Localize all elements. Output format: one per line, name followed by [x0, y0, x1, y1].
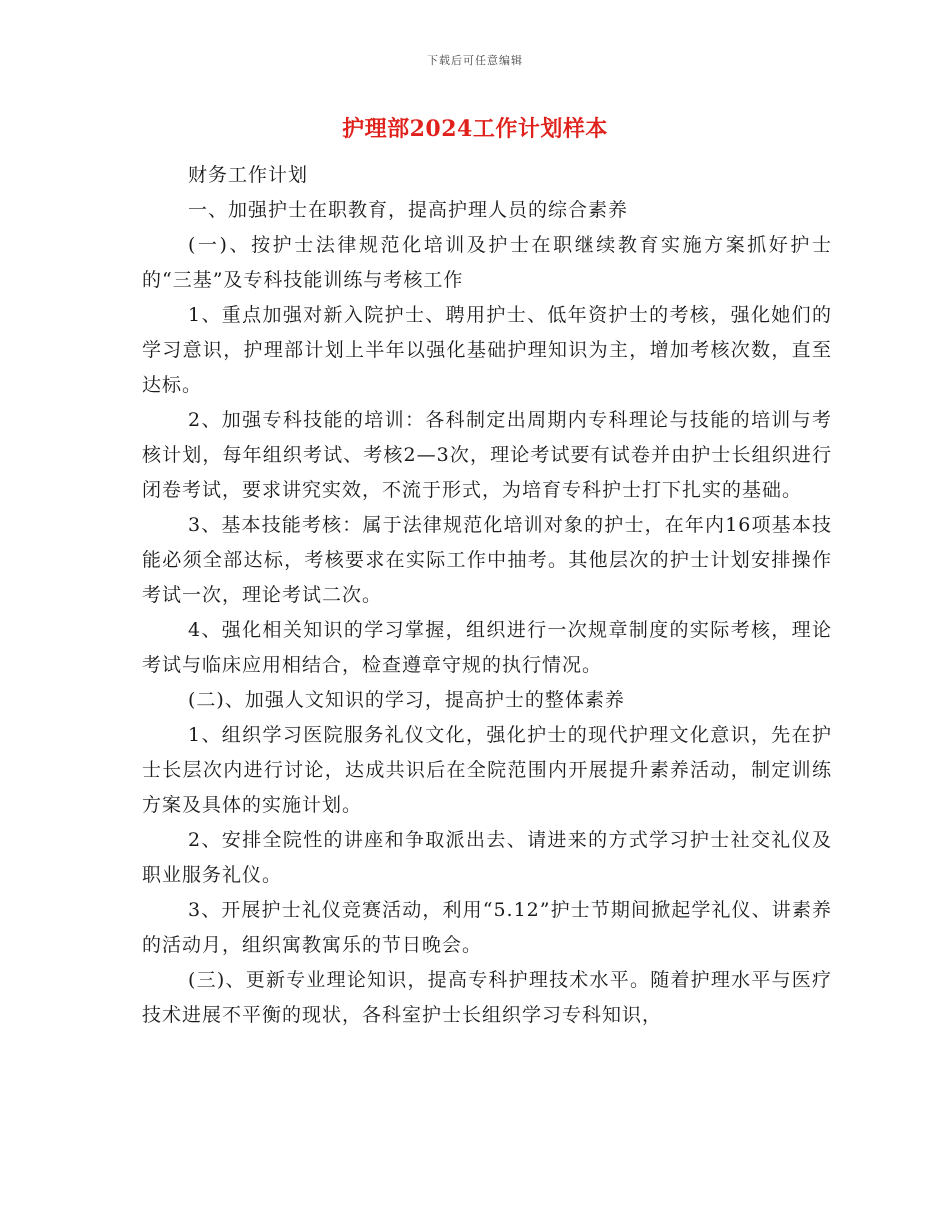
paragraph: 一、加强护士在职教育，提高护理人员的综合素养 [188, 199, 629, 221]
paragraph: 4、强化相关知识的学习掌握，组织进行一次规章制度的实际考核，理论考试与临床应用相结合，检查遵章守规的执行情况。 [142, 619, 832, 676]
paragraph: 3、基本技能考核：属于法律规范化培训对象的护士，在年内16项基本技能必须全部达标，考核要求在实际工作中抽考。其他层次的护士计划安排操作考试一次，理论考试二次。 [142, 514, 832, 606]
paragraph: (二)、加强人文知识的学习，提高护士的整体素养 [188, 689, 625, 711]
paragraph: 1、重点加强对新入院护士、聘用护士、低年资护士的考核，强化她们的学习意识，护理部计划上半年以强化基础护理知识为主，增加考核次数，直至达标。 [142, 304, 832, 396]
paragraph: 3、开展护士礼仪竞赛活动，利用“5.12”护士节期间掀起学礼仪、讲素养的活动月，组织寓教寓乐的节日晚会。 [142, 899, 832, 956]
paragraph: 2、加强专科技能的培训：各科制定出周期内专科理论与技能的培训与考核计划，每年组织考试、考核2—3次，理论考试要有试卷并由护士长组织进行闭卷考试，要求讲究实效，不流于形式，为培育专科护士打下扎实的基础。 [142, 409, 832, 501]
header-note: 下载后可任意编辑 [427, 54, 523, 67]
paragraph: (一)、按护士法律规范化培训及护士在职继续教育实施方案抓好护士的“三基”及专科技能训练与考核工作 [142, 234, 832, 291]
document-body [142, 158, 832, 1033]
paragraph: 2、安排全院性的讲座和争取派出去、请进来的方式学习护士社交礼仪及职业服务礼仪。 [142, 829, 832, 886]
document-title: 护理部2024工作计划样本 [342, 116, 608, 142]
paragraph: 1、组织学习医院服务礼仪文化，强化护士的现代护理文化意识，先在护士长层次内进行讨论，达成共识后在全院范围内开展提升素养活动，制定训练方案及具体的实施计划。 [142, 724, 832, 816]
paragraph: 财务工作计划 [188, 164, 309, 186]
paragraph: (三)、更新专业理论知识，提高专科护理技术水平。随着护理水平与医疗技术进展不平衡的现状，各科室护士长组织学习专科知识， [142, 969, 832, 1026]
